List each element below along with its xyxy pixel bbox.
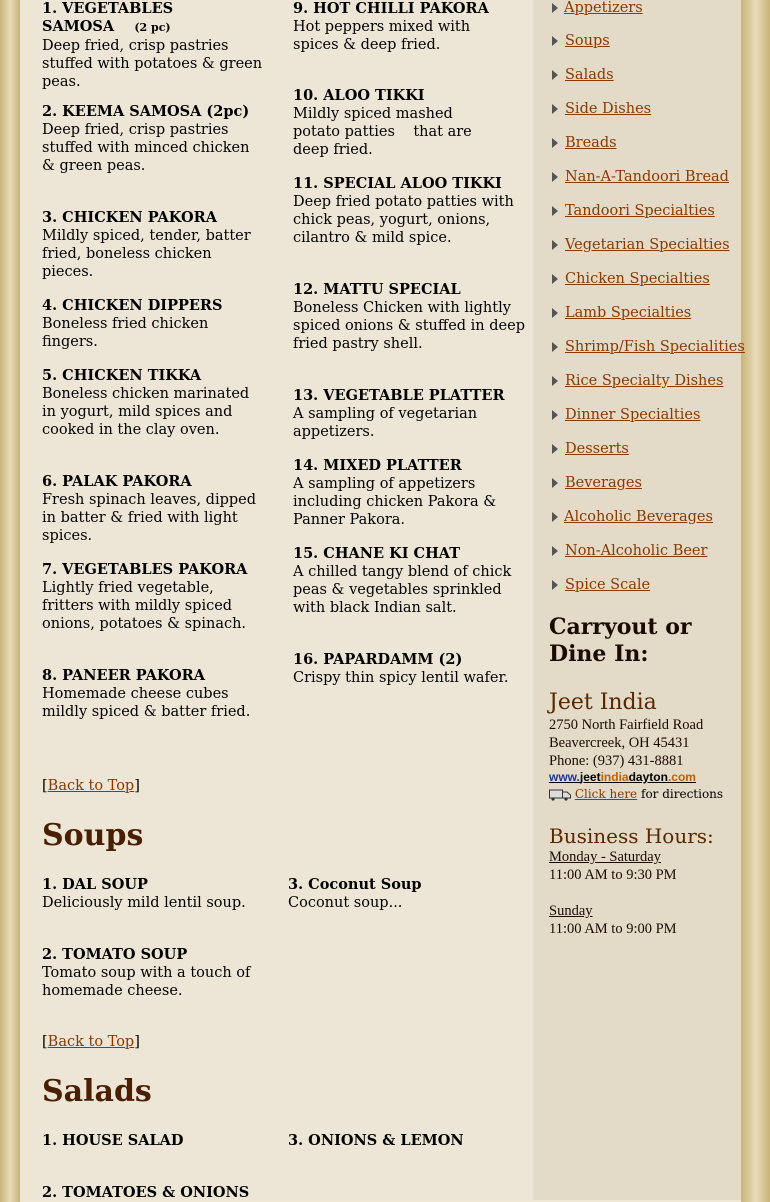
item-title: 10. ALOO TIKKI xyxy=(293,87,425,104)
menu-item xyxy=(293,651,528,687)
chevron-right-icon xyxy=(552,410,558,420)
item-desc: Hot peppers mixed with spices & deep fried. xyxy=(293,19,471,53)
item-desc: Deep fried, crisp pastries stuffed with potatoes & green peas. xyxy=(42,38,263,90)
menu-item xyxy=(42,946,262,1000)
item-title: 1. DAL SOUP xyxy=(42,876,148,893)
menu-item xyxy=(42,297,267,351)
web-part: dayton xyxy=(628,770,668,784)
menu-item xyxy=(293,87,493,159)
address-line: 2750 North Fairfield Road xyxy=(549,717,704,733)
item-desc: Fresh spinach leaves, dipped in batter & fried with light spices. xyxy=(42,492,257,544)
hours-day: Sunday xyxy=(549,903,593,919)
nav-link[interactable]: Breads xyxy=(565,135,617,151)
nav-link[interactable]: Spice Scale xyxy=(565,577,651,593)
web-part: www. xyxy=(549,770,580,784)
item-desc: A sampling of appetizers including chicken Pakora & Panner Pakora. xyxy=(293,476,497,528)
menu-item xyxy=(293,281,533,353)
hours-heading: Business Hours: xyxy=(549,824,714,848)
chevron-right-icon xyxy=(552,104,558,114)
back-to-top: [Back to Top] xyxy=(42,778,140,794)
nav-link[interactable]: Tandoori Specialties xyxy=(565,203,715,219)
directions xyxy=(549,787,723,801)
item-desc: Lightly fried vegetable, fritters with mildly spiced onions, potatoes & spinach. xyxy=(42,580,247,632)
item-title: 12. MATTU SPECIAL xyxy=(293,281,461,298)
web-part: india xyxy=(600,770,629,784)
web-part: .com xyxy=(667,770,696,784)
chevron-right-icon xyxy=(552,3,558,13)
back-to-top: [Back to Top] xyxy=(42,1034,140,1050)
menu-item xyxy=(42,561,257,633)
chevron-right-icon xyxy=(552,478,558,488)
menu-item xyxy=(293,545,528,617)
item-title: 2. TOMATO SOUP xyxy=(42,946,188,963)
menu-item xyxy=(288,876,518,912)
nav-link[interactable]: Lamb Specialties xyxy=(565,305,692,321)
chevron-right-icon xyxy=(552,240,558,250)
item-title: 14. MIXED PLATTER xyxy=(293,457,462,474)
menu-item xyxy=(288,1132,518,1150)
chevron-right-icon xyxy=(552,70,558,80)
item-title: 8. PANEER PAKORA xyxy=(42,667,205,684)
business-name: Jeet India xyxy=(549,690,657,715)
item-desc: Deliciously mild lentil soup. xyxy=(42,895,246,911)
nav-link[interactable]: Rice Specialty Dishes xyxy=(565,373,724,389)
item-desc: Boneless fried chicken fingers. xyxy=(42,316,209,350)
nav-link[interactable]: Desserts xyxy=(565,441,629,457)
address-block xyxy=(549,716,703,770)
directions-link[interactable]: Click here xyxy=(574,787,638,801)
section-heading-soups: Soups xyxy=(42,818,144,853)
menu-item xyxy=(293,0,518,54)
web-part: jeet xyxy=(579,770,601,784)
nav-link[interactable]: Vegetarian Specialties xyxy=(565,237,730,253)
item-title: 5. CHICKEN TIKKA xyxy=(42,367,202,384)
website-link[interactable] xyxy=(549,770,696,784)
item-title: 3. CHICKEN PAKORA xyxy=(42,209,217,226)
hours-time: 11:00 AM to 9:00 PM xyxy=(549,921,677,937)
item-title: 15. CHANE KI CHAT xyxy=(293,545,461,562)
item-desc: Deep fried potato patties with chick peas, yogurt, onions, cilantro & mild spice. xyxy=(293,194,514,246)
chevron-right-icon xyxy=(552,342,558,352)
item-desc: Coconut soup... xyxy=(288,895,403,911)
item-desc: Boneless Chicken with lightly spiced onions & stuffed in deep fried pastry shell. xyxy=(293,300,525,352)
menu-item xyxy=(42,103,262,175)
item-title: 6. PALAK PAKORA xyxy=(42,473,192,490)
back-to-top-link[interactable]: Back to Top xyxy=(47,778,135,794)
item-title: 7. VEGETABLES PAKORA xyxy=(42,561,248,578)
hours-time: 11:00 AM to 9:30 PM xyxy=(549,867,677,883)
chevron-right-icon xyxy=(552,138,558,148)
item-title: 2. TOMATOES & ONIONS xyxy=(42,1184,250,1201)
item-desc: A chilled tangy blend of chick peas & vegetables sprinkled with black Indian salt. xyxy=(293,564,512,616)
item-extra: (2 pc) xyxy=(134,21,171,34)
menu-item xyxy=(42,473,267,545)
item-title: 9. HOT CHILLI PAKORA xyxy=(293,0,489,17)
menu-item xyxy=(293,387,533,441)
hours-block xyxy=(549,902,677,938)
directions-text: for directions xyxy=(641,787,724,801)
menu-item xyxy=(293,457,523,529)
nav-link[interactable]: Chicken Specialties xyxy=(565,271,710,287)
chevron-right-icon xyxy=(552,172,558,182)
menu-item xyxy=(42,209,267,281)
item-title: 2. KEEMA SAMOSA (2pc) xyxy=(42,103,250,120)
chevron-right-icon xyxy=(552,36,558,46)
menu-item xyxy=(42,667,267,721)
item-desc: Crispy thin spicy lentil wafer. xyxy=(293,670,509,686)
menu-item xyxy=(293,175,531,247)
nav-link[interactable]: Dinner Specialties xyxy=(565,407,701,423)
chevron-right-icon xyxy=(552,376,558,386)
nav-link[interactable]: Soups xyxy=(565,33,610,49)
nav-link[interactable]: Salads xyxy=(565,67,614,83)
menu-item xyxy=(42,0,267,91)
nav-link[interactable]: Side Dishes xyxy=(565,101,652,117)
carryout-heading: Carryout or Dine In: xyxy=(549,614,692,667)
chevron-right-icon xyxy=(552,512,558,522)
item-title: 11. SPECIAL ALOO TIKKI xyxy=(293,175,502,192)
nav-link[interactable]: Non-Alcoholic Beer xyxy=(565,543,708,559)
item-desc: Homemade cheese cubes mildly spiced & batter fried. xyxy=(42,686,251,720)
item-desc: Mildly spiced, tender, batter fried, boneless chicken pieces. xyxy=(42,228,251,280)
hours-block xyxy=(549,848,677,884)
chevron-right-icon xyxy=(552,546,558,556)
item-title: 4. CHICKEN DIPPERS xyxy=(42,297,223,314)
item-title: 13. VEGETABLE PLATTER xyxy=(293,387,505,404)
item-title: 3. Coconut Soup xyxy=(288,876,422,893)
nav-link[interactable]: Alcoholic Beverages xyxy=(564,509,713,525)
menu-item xyxy=(42,367,267,439)
item-desc: A sampling of vegetarian appetizers. xyxy=(293,406,478,440)
menu-item xyxy=(42,876,272,912)
menu-item xyxy=(42,1184,272,1202)
chevron-right-icon xyxy=(552,444,558,454)
item-title: 3. ONIONS & LEMON xyxy=(288,1132,464,1149)
nav-link[interactable]: Appetizers xyxy=(564,0,643,16)
chevron-right-icon xyxy=(552,308,558,318)
item-desc: Mildly spiced mashed potato patties that are deep fried. xyxy=(293,106,477,158)
chevron-right-icon xyxy=(552,274,558,284)
item-title: 16. PAPARDAMM (2) xyxy=(293,651,463,668)
item-desc: Boneless chicken marinated in yogurt, mild spices and cooked in the clay oven. xyxy=(42,386,250,438)
hours-day: Monday - Saturday xyxy=(549,849,661,865)
item-desc: Tomato soup with a touch of homemade cheese. xyxy=(42,965,251,999)
phone: Phone: (937) 431-8881 xyxy=(549,753,684,769)
back-to-top-link[interactable]: Back to Top xyxy=(47,1034,135,1050)
chevron-right-icon xyxy=(552,206,558,216)
item-title: 1. VEGETABLES SAMOSA xyxy=(42,0,174,35)
menu-item xyxy=(42,1132,272,1150)
truck-icon xyxy=(549,789,571,801)
section-heading-salads: Salads xyxy=(42,1074,152,1109)
nav-link[interactable]: Nan-A-Tandoori Bread xyxy=(565,169,729,185)
address-line: Beavercreek, OH 45431 xyxy=(549,735,690,751)
chevron-right-icon xyxy=(552,580,558,590)
nav-link[interactable]: Beverages xyxy=(565,475,642,491)
nav-link[interactable]: Shrimp/Fish Specialities xyxy=(565,339,745,355)
item-desc: Deep fried, crisp pastries stuffed with minced chicken & green peas. xyxy=(42,122,250,174)
item-title: 1. HOUSE SALAD xyxy=(42,1132,184,1149)
